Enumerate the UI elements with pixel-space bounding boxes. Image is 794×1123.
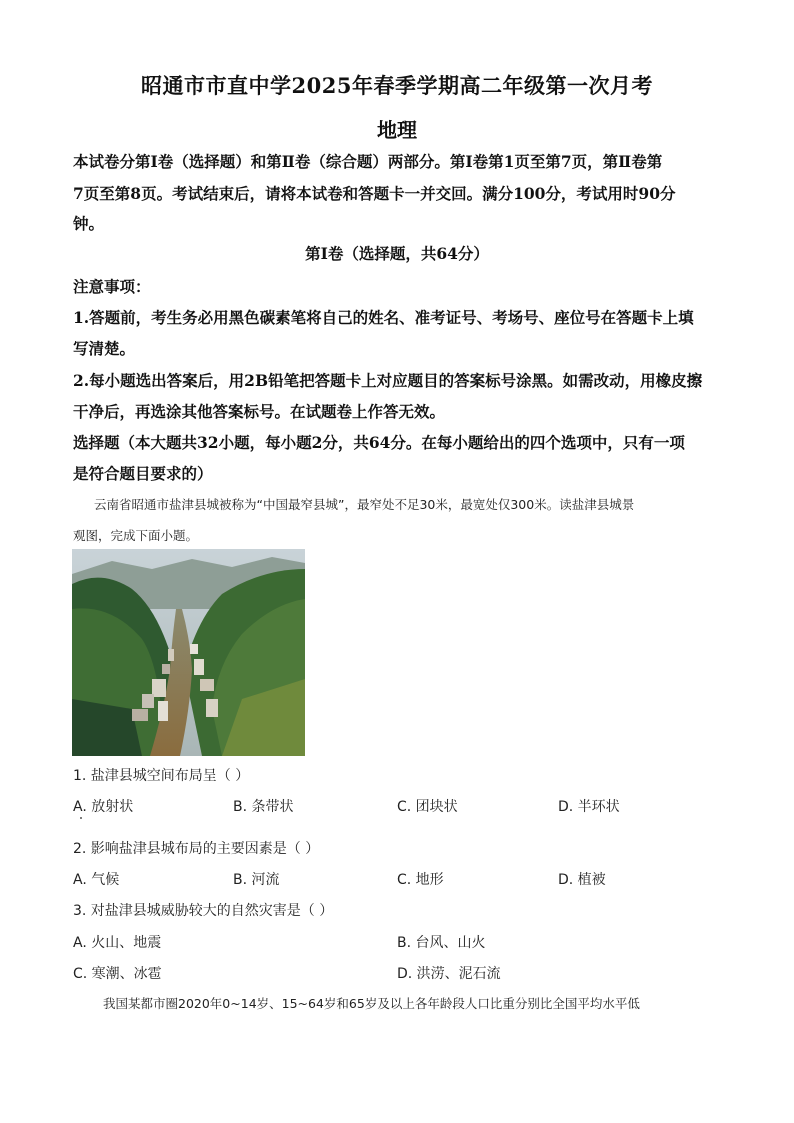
stray-dot <box>80 817 82 819</box>
note-1-line-1: 1.答题前，考生务必用黑色碳素笔将自己的姓名、准考证号、考场号、座位号在答题卡上填 <box>73 308 694 327</box>
instructions-line-2: 7页至第8页。考试结束后，请将本试卷和答题卡一并交回。满分100分，考试用时90分 <box>73 184 676 203</box>
question-2-option-b: B. 河流 <box>233 872 280 888</box>
instructions-line-1: 本试卷分第Ⅰ卷（选择题）和第Ⅱ卷（综合题）两部分。第Ⅰ卷第1页至第7页，第Ⅱ卷第 <box>73 152 663 171</box>
question-2-option-c: C. 地形 <box>397 872 444 888</box>
passage-1-line-1: 云南省昭通市盐津县城被称为“中国最窄县城”，最窄处不足30米，最宽处仅300米。读盐津县城景 <box>94 497 635 512</box>
instructions-line-3: 钟。 <box>73 214 105 233</box>
question-1-option-d: D. 半环状 <box>558 799 620 815</box>
question-3-stem: 3. 对盐津县城威胁较大的自然灾害是（ ） <box>73 903 334 919</box>
exam-subject: 地理 <box>377 118 417 142</box>
question-2-stem: 2. 影响盐津县城布局的主要因素是（ ） <box>73 841 320 857</box>
choice-section-line-2: 是符合题目要求的） <box>73 464 213 483</box>
note-1-line-2: 写清楚。 <box>73 339 136 358</box>
section-title: 第Ⅰ卷（选择题，共64分） <box>305 244 489 263</box>
question-3-option-a: A. 火山、地震 <box>73 935 162 951</box>
question-3-option-d: D. 洪涝、泥石流 <box>397 966 501 982</box>
question-3-option-b: B. 台风、山火 <box>397 935 486 951</box>
question-1-option-c: C. 团块状 <box>397 799 458 815</box>
exam-title: 昭通市市直中学2025年春季学期高二年级第一次月考 <box>141 73 653 98</box>
notes-heading: 注意事项： <box>73 277 151 296</box>
county-landscape-photo <box>72 549 305 756</box>
note-2-line-2: 干净后，再选涂其他答案标号。在试题卷上作答无效。 <box>73 402 446 421</box>
question-1-option-b: B. 条带状 <box>233 799 294 815</box>
question-3-option-c: C. 寒潮、冰雹 <box>73 966 162 982</box>
question-2-option-a: A. 气候 <box>73 872 120 888</box>
question-2-option-d: D. 植被 <box>558 872 606 888</box>
passage-1-line-2: 观图，完成下面小题。 <box>73 528 199 543</box>
question-1-option-a: A. 放射状 <box>73 799 134 815</box>
question-1-stem: 1. 盐津县城空间布局呈（ ） <box>73 768 250 784</box>
choice-section-line-1: 选择题（本大题共32小题，每小题2分，共64分。在每小题给出的四个选项中，只有一项 <box>73 433 685 452</box>
note-2-line-1: 2.每小题选出答案后，用2B铅笔把答题卡上对应题目的答案标号涂黑。如需改动，用橡皮擦 <box>73 371 703 390</box>
passage-2-line-1: 我国某都市圈2020年0~14岁、15~64岁和65岁及以上各年龄段人口比重分别比全国平均水平低 <box>103 996 640 1011</box>
